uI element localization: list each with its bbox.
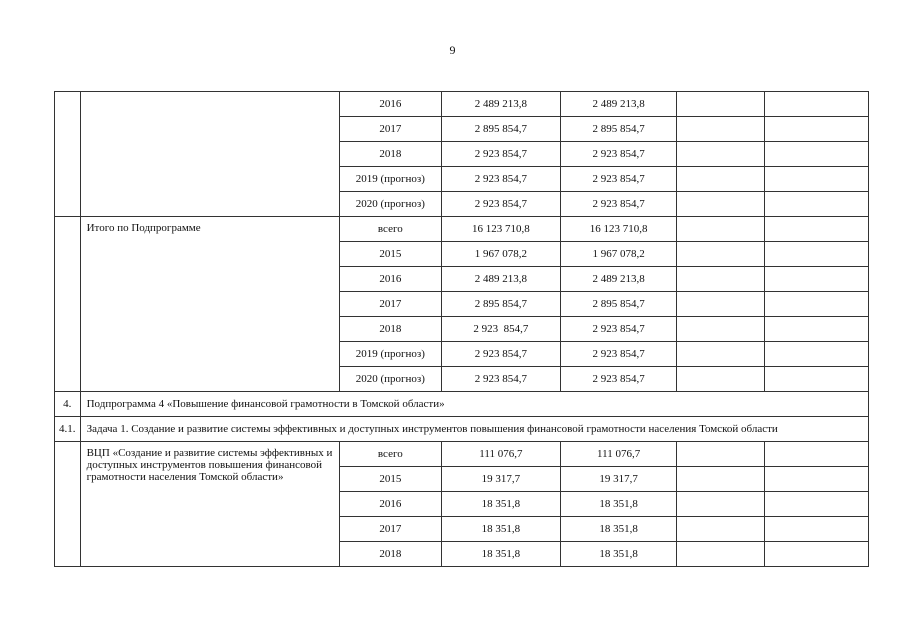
total-cell: 18 351,8 (442, 517, 561, 542)
vcp-name: ВЦП «Создание и развитие системы эффективных и доступных инструментов повышения финансовой грамотности населения Томской области» (80, 442, 339, 567)
section-title: Подпрограмма 4 «Повышение финансовой грамотности в Томской области» (80, 392, 868, 417)
fund-cell: 18 351,8 (560, 492, 677, 517)
total-cell: 2 923 854,7 (442, 167, 561, 192)
fund-cell: 2 923 854,7 (560, 142, 677, 167)
year-cell: 2020 (прогноз) (339, 367, 441, 392)
section-row (55, 392, 869, 417)
name-cell (80, 92, 339, 217)
empty-cell (677, 92, 764, 117)
total-cell: 18 351,8 (442, 492, 561, 517)
section-number: 4. (55, 392, 81, 417)
fund-cell: 19 317,7 (560, 467, 677, 492)
empty-cell (764, 467, 868, 492)
subprogram-total-name: Итого по Подпрограмме (80, 217, 339, 392)
task-number: 4.1. (55, 417, 81, 442)
year-cell: всего (339, 217, 441, 242)
year-cell: 2016 (339, 92, 441, 117)
total-cell: 16 123 710,8 (442, 217, 561, 242)
total-cell: 2 489 213,8 (442, 92, 561, 117)
year-cell: 2015 (339, 467, 441, 492)
fund-cell: 18 351,8 (560, 542, 677, 567)
fund-cell: 2 923 854,7 (560, 167, 677, 192)
year-cell: 2018 (339, 317, 441, 342)
section-row (55, 417, 869, 442)
table-row (55, 442, 869, 467)
year-cell: 2017 (339, 517, 441, 542)
empty-cell (764, 167, 868, 192)
year-cell: всего (339, 442, 441, 467)
empty-cell (764, 242, 868, 267)
number-cell (55, 442, 81, 567)
empty-cell (764, 292, 868, 317)
year-cell: 2017 (339, 117, 441, 142)
empty-cell (677, 142, 764, 167)
number-cell (55, 92, 81, 217)
year-cell: 2019 (прогноз) (339, 167, 441, 192)
empty-cell (677, 117, 764, 142)
budget-table (54, 91, 869, 567)
empty-cell (764, 517, 868, 542)
year-cell: 2018 (339, 142, 441, 167)
fund-cell: 18 351,8 (560, 517, 677, 542)
empty-cell (764, 542, 868, 567)
total-cell: 18 351,8 (442, 542, 561, 567)
table-row (55, 92, 869, 117)
fund-cell: 1 967 078,2 (560, 242, 677, 267)
year-cell: 2019 (прогноз) (339, 342, 441, 367)
empty-cell (677, 467, 764, 492)
total-cell: 2 895 854,7 (442, 117, 561, 142)
total-cell: 111 076,7 (442, 442, 561, 467)
fund-cell: 2 895 854,7 (560, 117, 677, 142)
task-title: Задача 1. Создание и развитие системы эффективных и доступных инструментов повышения финансовой грамотности населения Томской области (80, 417, 868, 442)
empty-cell (677, 542, 764, 567)
empty-cell (677, 242, 764, 267)
empty-cell (677, 442, 764, 467)
empty-cell (677, 192, 764, 217)
empty-cell (764, 267, 868, 292)
year-cell: 2016 (339, 492, 441, 517)
empty-cell (764, 442, 868, 467)
empty-cell (764, 192, 868, 217)
empty-cell (677, 517, 764, 542)
fund-cell: 2 895 854,7 (560, 292, 677, 317)
empty-cell (677, 292, 764, 317)
empty-cell (677, 492, 764, 517)
total-cell: 2 923 854,7 (442, 367, 561, 392)
year-cell: 2016 (339, 267, 441, 292)
empty-cell (764, 492, 868, 517)
total-cell: 2 923 854,7 (442, 192, 561, 217)
total-cell: 19 317,7 (442, 467, 561, 492)
fund-cell: 2 923 854,7 (560, 192, 677, 217)
empty-cell (764, 217, 868, 242)
number-cell (55, 217, 81, 392)
fund-cell: 2 489 213,8 (560, 92, 677, 117)
empty-cell (764, 367, 868, 392)
empty-cell (764, 92, 868, 117)
total-cell: 2 923 854,7 (442, 142, 561, 167)
total-cell: 2 489 213,8 (442, 267, 561, 292)
empty-cell (764, 117, 868, 142)
table-row (55, 217, 869, 242)
empty-cell (677, 342, 764, 367)
total-cell: 2 923 854,7 (442, 317, 561, 342)
total-cell: 1 967 078,2 (442, 242, 561, 267)
fund-cell: 2 923 854,7 (560, 317, 677, 342)
fund-cell: 2 923 854,7 (560, 367, 677, 392)
year-cell: 2017 (339, 292, 441, 317)
empty-cell (764, 142, 868, 167)
fund-cell: 2 489 213,8 (560, 267, 677, 292)
empty-cell (677, 367, 764, 392)
total-cell: 2 895 854,7 (442, 292, 561, 317)
year-cell: 2020 (прогноз) (339, 192, 441, 217)
page-number: 9 (449, 43, 456, 57)
empty-cell (764, 317, 868, 342)
empty-cell (677, 267, 764, 292)
empty-cell (764, 342, 868, 367)
empty-cell (677, 317, 764, 342)
empty-cell (677, 167, 764, 192)
fund-cell: 16 123 710,8 (560, 217, 677, 242)
year-cell: 2015 (339, 242, 441, 267)
fund-cell: 111 076,7 (560, 442, 677, 467)
year-cell: 2018 (339, 542, 441, 567)
total-cell: 2 923 854,7 (442, 342, 561, 367)
empty-cell (677, 217, 764, 242)
fund-cell: 2 923 854,7 (560, 342, 677, 367)
